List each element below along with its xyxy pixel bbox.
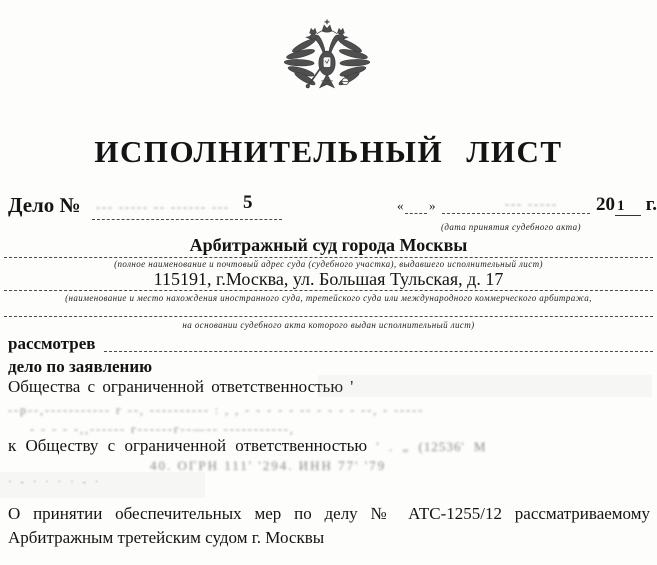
foreign-court-caption-2: на основании судебного акта которого выдан исполнительный лист) xyxy=(182,320,475,330)
respondent-prefix: к Обществу с ограниченной ответственностью xyxy=(8,436,368,455)
claimant-line xyxy=(8,377,353,397)
redacted-row-4: · - · · · · - · xyxy=(8,476,102,488)
respondent-line xyxy=(8,436,486,456)
statement-label: дело по заявлению xyxy=(8,357,153,376)
date-caption: (дата принятия судебного акта) xyxy=(441,222,581,232)
claimant-prefix: Общества с ограниченной ответственностью xyxy=(8,377,344,396)
year-digit: 1 xyxy=(615,198,641,216)
reviewed-label: рассмотрев xyxy=(8,334,96,353)
year-suffix: г. xyxy=(645,194,657,215)
claimant-redaction-box xyxy=(318,375,652,397)
foreign-court-caption-1: (наименование и место нахождения иностранного суда, третейского суда или международного коммерческого арбитража, xyxy=(65,293,592,303)
coat-of-arms-icon xyxy=(279,12,375,122)
court-name-caption: (полное наименование и почтовый адрес суда (судебного участка), выдавшего исполнительный лист) xyxy=(114,259,543,269)
date-year xyxy=(596,194,657,216)
redacted-row-2: - - - - -,,------ г------г--—-- -----------, xyxy=(30,422,295,436)
bottom-redaction-box xyxy=(0,472,205,498)
court-address-line xyxy=(4,290,653,291)
date-quote-close: » xyxy=(429,198,436,213)
case-number-digit: 5 xyxy=(243,192,253,213)
foreign-court-line xyxy=(4,316,653,317)
court-address: 115191, г.Москва, ул. Большая Тульская, д. 17 xyxy=(153,269,504,289)
year-prefix: 20 xyxy=(596,194,615,215)
case-number-label: Дело № xyxy=(8,193,81,217)
redacted-row-1: --р--,----------- г --, ---------- : , , - - - - - -- - - - - --, - ----- xyxy=(8,403,425,417)
date-month-line xyxy=(442,213,590,214)
claimant-mark: ' xyxy=(350,377,354,396)
case-number-line-2 xyxy=(240,219,282,220)
date-month-redacted: --- ----- xyxy=(505,197,558,211)
redacted-row-3: 40. ОГРН 111' '294. ИНН 77' '79 xyxy=(150,458,387,473)
case-number-redacted: --- ----- -- ------ --- xyxy=(96,200,230,214)
respondent-redacted-fragment: ' . „ (12536' М xyxy=(376,439,487,454)
court-name-line xyxy=(4,257,653,258)
document-title: ИСПОЛНИТЕЛЬНЫЙ ЛИСТ xyxy=(94,134,563,169)
subject-paragraph: О принятии обеспечительных мер по делу № АТС-1255/12 рассматриваемому Арбитражным третейским судом г. Москвы xyxy=(8,504,650,548)
date-quote-open: « xyxy=(397,198,404,213)
case-number-line xyxy=(92,219,238,220)
reviewed-line xyxy=(104,351,653,352)
court-name: Арбитражный суд города Москвы xyxy=(189,235,468,255)
date-day-line xyxy=(405,213,427,214)
